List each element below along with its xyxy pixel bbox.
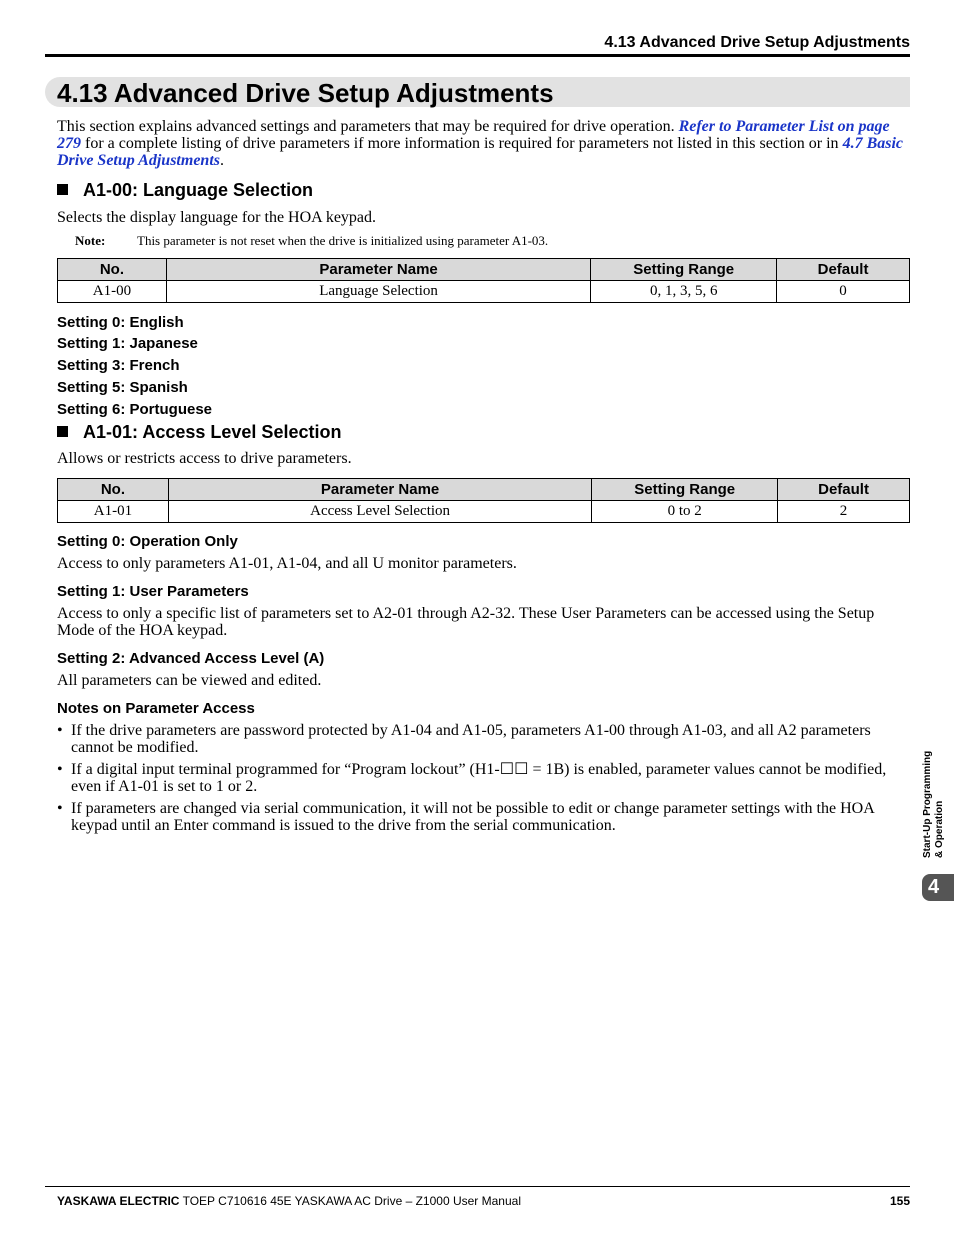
link-parameter-list[interactable]: Refer to Parameter List on page 279 <box>57 118 890 152</box>
bullet-text-2: If a digital input terminal programmed for “Program lockout” (H1-☐☐ = 1B) is enabled, parameter values cannot be modified, even if A1-01 is set to 1 or 2. <box>71 761 887 795</box>
setting-french: Setting 3: French <box>57 357 180 374</box>
section-title: 4.13 Advanced Drive Setup Adjustments <box>57 78 554 108</box>
bullet-text-3: If parameters are changed via serial communication, it will not be possible to edit or change parameter settings with the HOA keypad until an Enter command is issued to the drive from the serial communication. <box>71 800 874 834</box>
setting-english: Setting 0: English <box>57 314 184 331</box>
a1-00-note <box>75 233 548 249</box>
table-header-row <box>58 259 910 281</box>
footer-brand: YASKAWA ELECTRIC <box>57 1194 180 1208</box>
square-bullet-icon <box>57 184 68 195</box>
col-header-no: No. <box>58 259 167 281</box>
setting-1-text: Access to only a specific list of parameters set to A2-01 through A2-32. These User Parameters can be accessed using the Setup Mode of the HOA keypad. <box>57 605 875 639</box>
heading-a1-01-text: A1-01: Access Level Selection <box>83 422 342 442</box>
setting-spanish: Setting 5: Spanish <box>57 379 188 396</box>
footer-rule <box>45 1186 910 1187</box>
bullet-icon: • <box>57 761 63 778</box>
intro-text-3: . <box>219 152 224 169</box>
a1-00-table <box>57 258 910 303</box>
a1-01-table <box>57 478 910 523</box>
intro-text-1: This section explains advanced settings and parameters that may be required for drive operation. <box>57 118 679 135</box>
section-title-bar <box>45 77 910 107</box>
table-header-row <box>58 479 910 501</box>
col-header-default: Default <box>778 479 910 501</box>
intro-text-2: for a complete listing of drive parameters if more information is required for parameters not listed in this section or in <box>81 135 843 152</box>
table-row <box>58 501 910 523</box>
cell-no: A1-00 <box>58 281 167 303</box>
bullet-icon: • <box>57 722 63 739</box>
cell-default: 0 <box>777 281 910 303</box>
header-rule <box>45 54 910 57</box>
cell-no: A1-01 <box>58 501 169 523</box>
col-header-default: Default <box>777 259 910 281</box>
note-text: This parameter is not reset when the drive is initialized using parameter A1-03. <box>137 233 549 248</box>
heading-a1-00-text: A1-00: Language Selection <box>83 180 314 200</box>
col-header-parameter-name: Parameter Name <box>166 259 590 281</box>
cell-parameter-name: Language Selection <box>166 281 590 303</box>
bullet-text-1: If the drive parameters are password protected by A1-04 and A1-05, parameters A1-00 through A1-03, and all A2 parameters cannot be modified. <box>71 722 871 756</box>
heading-a1-01 <box>57 421 341 443</box>
col-header-parameter-name: Parameter Name <box>168 479 591 501</box>
intro-paragraph <box>57 118 909 169</box>
setting-portuguese: Setting 6: Portuguese <box>57 401 213 418</box>
table-row <box>58 281 910 303</box>
footer <box>57 1194 521 1208</box>
setting-0-text: Access to only parameters A1-01, A1-04, and all U monitor parameters. <box>57 555 517 572</box>
heading-a1-00 <box>57 179 313 201</box>
col-header-setting-range: Setting Range <box>591 259 777 281</box>
cell-setting-range: 0, 1, 3, 5, 6 <box>591 281 777 303</box>
bullet-icon: • <box>57 800 63 817</box>
note-label: Note: <box>75 233 106 248</box>
link-basic-drive-setup[interactable]: 4.7 Basic Drive Setup Adjustments <box>57 135 904 169</box>
col-header-setting-range: Setting Range <box>592 479 778 501</box>
setting-1-title: Setting 1: User Parameters <box>57 583 249 600</box>
setting-2-text: All parameters can be viewed and edited. <box>57 672 322 689</box>
footer-doc: TOEP C710616 45E YASKAWA AC Drive – Z1000 User Manual <box>179 1194 521 1208</box>
chapter-number-tab: 4 <box>922 874 954 901</box>
col-header-no: No. <box>58 479 169 501</box>
cell-default: 2 <box>778 501 910 523</box>
cell-setting-range: 0 to 2 <box>592 501 778 523</box>
chapter-side-label-line-2: & Operation <box>934 800 945 858</box>
chapter-side-label-line-1: Start-Up Programming <box>922 750 933 858</box>
setting-japanese: Setting 1: Japanese <box>57 335 198 352</box>
square-bullet-icon <box>57 426 68 437</box>
a1-01-description: Allows or restricts access to drive parameters. <box>57 450 352 467</box>
chapter-side-label <box>922 728 946 858</box>
cell-parameter-name: Access Level Selection <box>168 501 591 523</box>
a1-00-description: Selects the display language for the HOA keypad. <box>57 209 377 226</box>
setting-0-title: Setting 0: Operation Only <box>57 533 238 550</box>
running-header: 4.13 Advanced Drive Setup Adjustments <box>604 34 910 51</box>
notes-title: Notes on Parameter Access <box>57 700 255 717</box>
setting-2-title: Setting 2: Advanced Access Level (A) <box>57 650 325 667</box>
page-number: 155 <box>889 1194 910 1208</box>
